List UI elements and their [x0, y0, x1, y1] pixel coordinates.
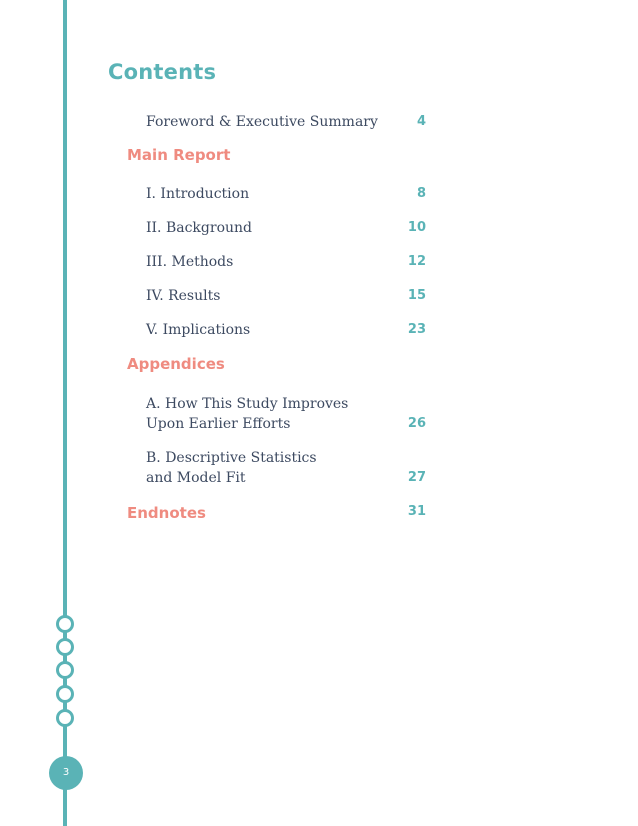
toc-entry-appendix-a[interactable] — [146, 394, 426, 434]
toc-entry-label: I. Introduction — [146, 186, 250, 202]
ring-icon — [56, 615, 74, 633]
toc-entry-label: II. Background — [146, 220, 252, 236]
toc-entry-page: 8 — [416, 186, 426, 201]
toc-entry-page: 10 — [407, 220, 426, 235]
section-heading-endnotes: Endnotes — [127, 504, 206, 522]
toc-entry-label: V. Implications — [146, 322, 251, 338]
toc-entry-results[interactable] — [146, 286, 426, 306]
section-heading-appendices[interactable]: Appendices — [127, 355, 225, 373]
toc-entry-appendix-b[interactable] — [146, 448, 426, 488]
page-number-badge: 3 — [49, 756, 83, 790]
ring-icon — [56, 661, 74, 679]
ring-icon — [56, 685, 74, 703]
ring-icon — [56, 709, 74, 727]
toc-entry-background[interactable] — [146, 218, 426, 238]
toc-entry-page: 27 — [407, 470, 426, 485]
toc-entry-page: 23 — [407, 322, 426, 337]
toc-entry-label: IV. Results — [146, 288, 221, 304]
toc-entry-page: 15 — [407, 288, 426, 303]
toc-entry-page: 31 — [407, 504, 426, 519]
toc-entry-foreword[interactable] — [146, 112, 426, 132]
toc-entry-page: 12 — [407, 254, 426, 269]
ring-icon — [56, 638, 74, 656]
contents-title: Contents — [108, 60, 217, 84]
toc-entry-label: Foreword & Executive Summary — [146, 114, 378, 130]
toc-entry-page: 26 — [407, 416, 426, 431]
toc-entry-introduction[interactable] — [146, 184, 426, 204]
toc-entry-label: B. Descriptive Statistics and Model Fit — [146, 450, 317, 486]
toc-entry-label: III. Methods — [146, 254, 234, 270]
section-heading-main-report[interactable]: Main Report — [127, 146, 231, 164]
toc-entry-page: 4 — [416, 114, 426, 129]
toc-entry-label: A. How This Study Improves Upon Earlier Efforts — [146, 396, 349, 432]
toc-entry-implications[interactable] — [146, 320, 426, 340]
toc-entry-methods[interactable] — [146, 252, 426, 272]
toc-entry-endnotes[interactable] — [127, 502, 426, 522]
